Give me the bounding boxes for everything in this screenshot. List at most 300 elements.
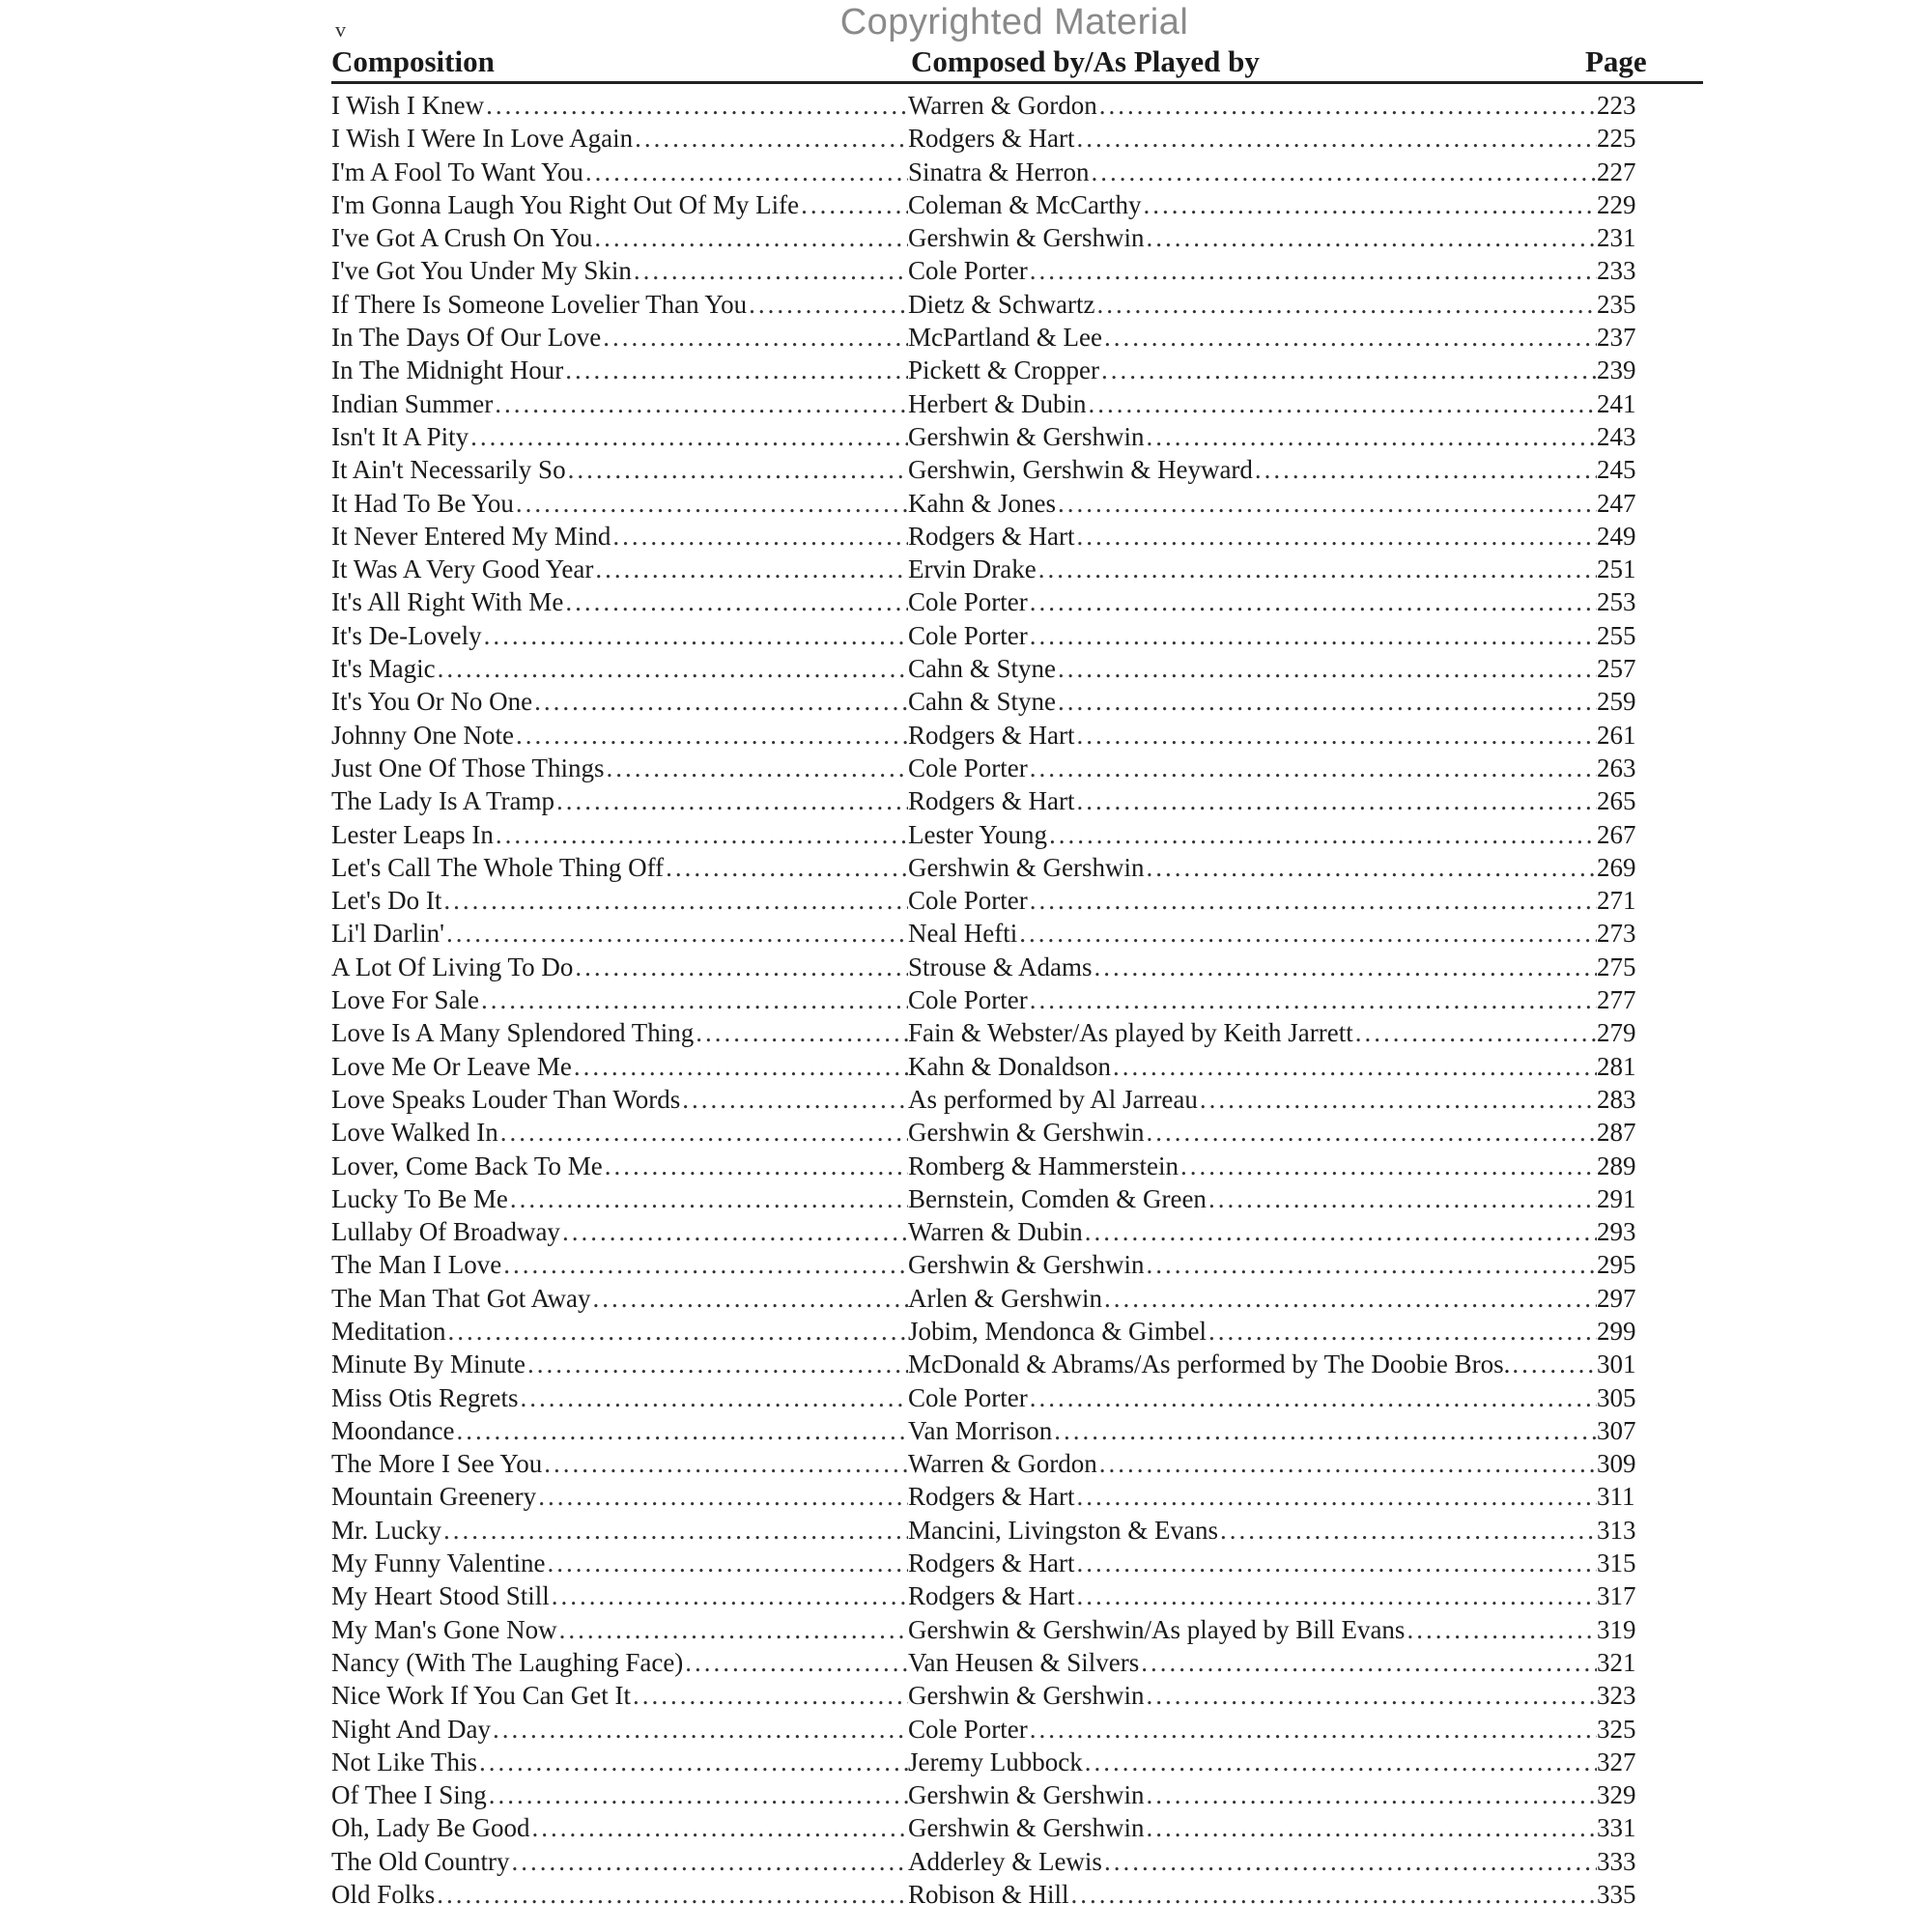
composer-name: Herbert & Dubin bbox=[908, 388, 1087, 418]
dot-leader bbox=[1056, 487, 1597, 520]
composition-cell bbox=[331, 719, 908, 752]
dot-leader bbox=[583, 156, 908, 188]
composition-cell bbox=[331, 1447, 908, 1480]
composition-title: I'm Gonna Laugh You Right Out Of My Life bbox=[331, 189, 800, 219]
composition-cell bbox=[331, 321, 908, 354]
table-row bbox=[331, 188, 1636, 221]
table-row bbox=[331, 752, 1636, 784]
composer-cell bbox=[908, 818, 1597, 851]
composer-cell bbox=[908, 1050, 1597, 1083]
page-cell: 271 bbox=[1597, 886, 1636, 916]
dot-leader bbox=[519, 1381, 908, 1414]
composer-name: Arlen & Gershwin bbox=[908, 1283, 1102, 1313]
dot-leader bbox=[1144, 420, 1597, 453]
composition-cell bbox=[331, 1746, 908, 1778]
composer-cell bbox=[908, 1282, 1597, 1315]
dot-leader bbox=[469, 420, 908, 453]
composer-cell bbox=[908, 884, 1597, 917]
composition-title: My Man's Gone Now bbox=[331, 1614, 557, 1644]
composition-title: Nice Work If You Can Get It bbox=[331, 1681, 632, 1711]
dot-leader bbox=[1028, 752, 1597, 784]
composition-cell bbox=[331, 983, 908, 1016]
composition-title: It's Magic bbox=[331, 654, 436, 684]
composer-cell bbox=[908, 122, 1597, 155]
dot-leader bbox=[1074, 1480, 1597, 1513]
dot-leader bbox=[572, 1050, 908, 1083]
table-row bbox=[331, 784, 1636, 817]
dot-leader bbox=[529, 1811, 908, 1844]
dot-leader bbox=[1028, 619, 1597, 652]
composition-cell bbox=[331, 1282, 908, 1315]
page-cell: 263 bbox=[1597, 753, 1636, 782]
composer-name: Cahn & Styne bbox=[908, 687, 1056, 717]
dot-leader bbox=[1141, 188, 1597, 221]
page-cell: 241 bbox=[1597, 388, 1636, 418]
dot-leader bbox=[1510, 1348, 1597, 1380]
dot-leader bbox=[1102, 321, 1597, 354]
composer-name: Kahn & Donaldson bbox=[908, 1051, 1111, 1081]
table-row bbox=[331, 453, 1636, 486]
header-composition: Composition bbox=[331, 44, 495, 78]
composition-title: It's De-Lovely bbox=[331, 620, 482, 650]
table-row bbox=[331, 1514, 1636, 1547]
composition-title: Love Walked In bbox=[331, 1118, 498, 1148]
page-number: v bbox=[335, 17, 346, 42]
composer-cell bbox=[908, 1315, 1597, 1348]
composition-cell bbox=[331, 1811, 908, 1844]
composition-cell bbox=[331, 1480, 908, 1513]
page-cell: 237 bbox=[1597, 323, 1636, 353]
composer-cell bbox=[908, 254, 1597, 287]
dot-leader bbox=[632, 254, 908, 287]
dot-leader bbox=[508, 1182, 908, 1215]
page-cell: 313 bbox=[1597, 1515, 1636, 1545]
composer-cell bbox=[908, 387, 1597, 420]
composer-name: Van Heusen & Silvers bbox=[908, 1647, 1140, 1677]
page-cell: 301 bbox=[1597, 1350, 1636, 1379]
dot-leader bbox=[573, 951, 908, 983]
page-cell: 333 bbox=[1597, 1846, 1636, 1876]
composition-title: I Wish I Knew bbox=[331, 91, 485, 120]
composition-cell bbox=[331, 1679, 908, 1712]
table-row bbox=[331, 585, 1636, 618]
composer-name: Gershwin & Gershwin bbox=[908, 852, 1145, 882]
header-page: Page bbox=[1585, 44, 1647, 78]
table-row bbox=[331, 288, 1636, 321]
composition-cell bbox=[331, 685, 908, 718]
composition-title: Not Like This bbox=[331, 1747, 477, 1776]
dot-leader bbox=[560, 1215, 908, 1248]
table-row bbox=[331, 1713, 1636, 1746]
dot-leader bbox=[1089, 156, 1597, 188]
table-row bbox=[331, 520, 1636, 553]
composer-name: Cole Porter bbox=[908, 256, 1028, 286]
composer-cell bbox=[908, 1182, 1597, 1215]
composer-name: Cole Porter bbox=[908, 620, 1028, 650]
composition-cell bbox=[331, 221, 908, 254]
composer-name: Adderley & Lewis bbox=[908, 1846, 1102, 1876]
dot-leader bbox=[491, 1713, 908, 1746]
composition-cell bbox=[331, 619, 908, 652]
composer-name: Rodgers & Hart bbox=[908, 720, 1075, 750]
table-row bbox=[331, 719, 1636, 752]
dot-leader bbox=[546, 1547, 909, 1579]
page-cell: 255 bbox=[1597, 620, 1636, 650]
page-cell: 319 bbox=[1597, 1614, 1636, 1644]
composition-cell bbox=[331, 884, 908, 917]
dot-leader bbox=[1047, 818, 1597, 851]
composer-cell bbox=[908, 685, 1597, 718]
composer-name: McPartland & Lee bbox=[908, 323, 1102, 353]
page-cell: 245 bbox=[1597, 455, 1636, 485]
dot-leader bbox=[514, 487, 908, 520]
composition-cell bbox=[331, 1050, 908, 1083]
table-row bbox=[331, 917, 1636, 950]
dot-leader bbox=[509, 1845, 908, 1878]
table-row bbox=[331, 1016, 1636, 1049]
dot-leader bbox=[454, 1414, 908, 1447]
dot-leader bbox=[1144, 1116, 1597, 1149]
composer-cell bbox=[908, 1215, 1597, 1248]
composer-name: Warren & Dubin bbox=[908, 1217, 1083, 1247]
composition-title: I'm A Fool To Want You bbox=[331, 156, 583, 186]
page-cell: 281 bbox=[1597, 1051, 1636, 1081]
dot-leader bbox=[1074, 122, 1597, 155]
table-row bbox=[331, 1215, 1636, 1248]
composer-cell bbox=[908, 487, 1597, 520]
composition-cell bbox=[331, 156, 908, 188]
composer-cell bbox=[908, 1845, 1597, 1878]
composition-cell bbox=[331, 1878, 908, 1911]
dot-leader bbox=[435, 1878, 908, 1911]
table-row bbox=[331, 1182, 1636, 1215]
dot-leader bbox=[484, 89, 908, 122]
composer-name: Coleman & McCarthy bbox=[908, 189, 1142, 219]
table-row bbox=[331, 1381, 1636, 1414]
composition-cell bbox=[331, 1713, 908, 1746]
composition-title: I've Got You Under My Skin bbox=[331, 256, 632, 286]
page-cell: 279 bbox=[1597, 1018, 1636, 1048]
dot-leader bbox=[611, 520, 908, 553]
composer-name: As performed by Al Jarreau bbox=[908, 1084, 1198, 1114]
composition-title: Lucky To Be Me bbox=[331, 1183, 508, 1213]
composition-title: My Funny Valentine bbox=[331, 1548, 546, 1578]
dot-leader bbox=[493, 387, 908, 420]
composition-cell bbox=[331, 1381, 908, 1414]
dot-leader bbox=[1028, 254, 1597, 287]
composition-cell bbox=[331, 487, 908, 520]
table-row bbox=[331, 420, 1636, 453]
dot-leader bbox=[1083, 1215, 1597, 1248]
page-cell: 243 bbox=[1597, 421, 1636, 451]
composer-name: Rodgers & Hart bbox=[908, 1482, 1075, 1512]
dot-leader bbox=[557, 1613, 908, 1646]
dot-leader bbox=[532, 685, 908, 718]
dot-leader bbox=[593, 553, 908, 585]
dot-leader bbox=[487, 1778, 908, 1811]
composer-name: Gershwin, Gershwin & Heyward bbox=[908, 455, 1253, 485]
composition-cell bbox=[331, 453, 908, 486]
composition-cell bbox=[331, 851, 908, 884]
composition-cell bbox=[331, 1613, 908, 1646]
dot-leader bbox=[1139, 1646, 1597, 1679]
composer-name: Jobim, Mendonca & Gimbel bbox=[908, 1316, 1207, 1346]
page-cell: 305 bbox=[1597, 1382, 1636, 1412]
dot-leader bbox=[1028, 585, 1597, 618]
dot-leader bbox=[550, 1579, 908, 1612]
dot-leader bbox=[1052, 1414, 1597, 1447]
composition-cell bbox=[331, 585, 908, 618]
composer-cell bbox=[908, 520, 1597, 553]
composer-name: Neal Hefti bbox=[908, 919, 1018, 949]
page-cell: 329 bbox=[1597, 1780, 1636, 1810]
composer-cell bbox=[908, 553, 1597, 585]
composer-cell bbox=[908, 156, 1597, 188]
composer-cell bbox=[908, 1778, 1597, 1811]
page-cell: 287 bbox=[1597, 1118, 1636, 1148]
composition-cell bbox=[331, 951, 908, 983]
dot-leader bbox=[1028, 1381, 1597, 1414]
table-row bbox=[331, 1248, 1636, 1281]
composition-title: The Old Country bbox=[331, 1846, 510, 1876]
table-row bbox=[331, 983, 1636, 1016]
dot-leader bbox=[1179, 1150, 1597, 1182]
page-cell: 259 bbox=[1597, 687, 1636, 717]
table-row bbox=[331, 354, 1636, 386]
table-row bbox=[331, 1282, 1636, 1315]
dot-leader bbox=[441, 1514, 908, 1547]
composer-cell bbox=[908, 1016, 1597, 1049]
table-row bbox=[331, 254, 1636, 287]
composition-cell bbox=[331, 1248, 908, 1281]
table-row bbox=[331, 652, 1636, 685]
composer-cell bbox=[908, 1878, 1597, 1911]
dot-leader bbox=[1253, 453, 1597, 486]
composer-name: Rodgers & Hart bbox=[908, 521, 1075, 551]
composer-name: Kahn & Jones bbox=[908, 488, 1056, 518]
dot-leader bbox=[1074, 520, 1597, 553]
composition-cell bbox=[331, 1646, 908, 1679]
dot-leader bbox=[605, 752, 909, 784]
composition-title: It Ain't Necessarily So bbox=[331, 455, 566, 485]
dot-leader bbox=[1405, 1613, 1597, 1646]
dot-leader bbox=[444, 917, 908, 950]
page-cell: 291 bbox=[1597, 1183, 1636, 1213]
composer-cell bbox=[908, 1480, 1597, 1513]
dot-leader bbox=[1074, 1579, 1597, 1612]
page-cell: 311 bbox=[1597, 1482, 1635, 1512]
dot-leader bbox=[601, 321, 908, 354]
table-row bbox=[331, 1447, 1636, 1480]
composer-name: Gershwin & Gershwin bbox=[908, 421, 1145, 451]
composition-cell bbox=[331, 1348, 908, 1380]
dot-leader bbox=[542, 1447, 908, 1480]
composer-name: Gershwin & Gershwin bbox=[908, 1250, 1145, 1280]
composition-cell bbox=[331, 553, 908, 585]
composer-cell bbox=[908, 951, 1597, 983]
dot-leader bbox=[1056, 652, 1597, 685]
table-row bbox=[331, 1547, 1636, 1579]
page-cell: 277 bbox=[1597, 985, 1636, 1015]
composition-cell bbox=[331, 254, 908, 287]
page-cell: 331 bbox=[1597, 1813, 1636, 1843]
dot-leader bbox=[1074, 719, 1597, 752]
table-row bbox=[331, 619, 1636, 652]
composition-title: Isn't It A Pity bbox=[331, 421, 469, 451]
dot-leader bbox=[694, 1016, 908, 1049]
table-row bbox=[331, 1348, 1636, 1380]
page-cell: 307 bbox=[1597, 1415, 1636, 1445]
composer-name: Romberg & Hammerstein bbox=[908, 1151, 1179, 1180]
dot-leader bbox=[1207, 1182, 1597, 1215]
table-row bbox=[331, 1778, 1636, 1811]
composition-title: Love For Sale bbox=[331, 985, 479, 1015]
composition-title: Johnny One Note bbox=[331, 720, 514, 750]
composer-name: Ervin Drake bbox=[908, 554, 1037, 584]
composer-cell bbox=[908, 420, 1597, 453]
dot-leader bbox=[633, 122, 908, 155]
composer-cell bbox=[908, 89, 1597, 122]
composer-name: Bernstein, Comden & Green bbox=[908, 1183, 1207, 1213]
composer-cell bbox=[908, 1646, 1597, 1679]
page-cell: 257 bbox=[1597, 654, 1636, 684]
composer-name: Rodgers & Hart bbox=[908, 786, 1075, 816]
composer-cell bbox=[908, 354, 1597, 386]
composer-cell bbox=[908, 1514, 1597, 1547]
composer-cell bbox=[908, 1447, 1597, 1480]
page-cell: 321 bbox=[1597, 1647, 1636, 1677]
composer-name: Gershwin & Gershwin/As played by Bill Evans bbox=[908, 1614, 1406, 1644]
composer-name: Cole Porter bbox=[908, 587, 1028, 617]
dot-leader bbox=[482, 619, 908, 652]
table-row bbox=[331, 89, 1636, 122]
composition-title: It's All Right With Me bbox=[331, 587, 564, 617]
composer-name: Lester Young bbox=[908, 819, 1048, 849]
composition-title: Night And Day bbox=[331, 1714, 491, 1744]
composition-title: Miss Otis Regrets bbox=[331, 1382, 519, 1412]
dot-leader bbox=[1102, 1845, 1597, 1878]
dot-leader bbox=[603, 1150, 908, 1182]
composition-title: My Heart Stood Still bbox=[331, 1581, 550, 1611]
dot-leader bbox=[1144, 1811, 1597, 1844]
composition-title: Lester Leaps In bbox=[331, 819, 494, 849]
composer-cell bbox=[908, 1679, 1597, 1712]
page-cell: 293 bbox=[1597, 1217, 1636, 1247]
dot-leader bbox=[1144, 221, 1597, 254]
composer-cell bbox=[908, 1579, 1597, 1612]
header-composed-by: Composed by/As Played by bbox=[911, 44, 1260, 78]
composition-cell bbox=[331, 652, 908, 685]
composition-title: Let's Do It bbox=[331, 886, 442, 916]
dot-leader bbox=[1102, 1282, 1597, 1315]
table-row bbox=[331, 1746, 1636, 1778]
composer-name: Rodgers & Hart bbox=[908, 1581, 1075, 1611]
composer-name: Robison & Hill bbox=[908, 1880, 1069, 1910]
dot-leader bbox=[592, 221, 908, 254]
composition-list bbox=[331, 89, 1636, 1911]
composition-title: It Never Entered My Mind bbox=[331, 521, 611, 551]
composition-title: The Man I Love bbox=[331, 1250, 502, 1280]
composition-cell bbox=[331, 420, 908, 453]
dot-leader bbox=[1198, 1083, 1597, 1116]
table-row bbox=[331, 1613, 1636, 1646]
dot-leader bbox=[664, 851, 908, 884]
composition-cell bbox=[331, 1414, 908, 1447]
composition-title: I've Got A Crush On You bbox=[331, 223, 593, 253]
page-cell: 267 bbox=[1597, 819, 1636, 849]
page-cell: 273 bbox=[1597, 919, 1636, 949]
dot-leader bbox=[514, 719, 908, 752]
dot-leader bbox=[1144, 1778, 1597, 1811]
dot-leader bbox=[441, 884, 908, 917]
page-cell: 335 bbox=[1597, 1880, 1636, 1910]
dot-leader bbox=[554, 784, 908, 817]
composer-cell bbox=[908, 851, 1597, 884]
dot-leader bbox=[494, 818, 908, 851]
composition-title: If There Is Someone Lovelier Than You bbox=[331, 289, 748, 319]
dot-leader bbox=[1069, 1878, 1597, 1911]
table-row bbox=[331, 1480, 1635, 1513]
dot-leader bbox=[590, 1282, 908, 1315]
composer-name: Jeremy Lubbock bbox=[908, 1747, 1083, 1776]
composition-title: Moondance bbox=[331, 1415, 455, 1445]
composer-cell bbox=[908, 719, 1597, 752]
composition-title: Minute By Minute bbox=[331, 1350, 526, 1379]
page-cell: 247 bbox=[1597, 488, 1636, 518]
composer-cell bbox=[908, 221, 1597, 254]
page-cell: 325 bbox=[1597, 1714, 1636, 1744]
page-cell: 235 bbox=[1597, 289, 1636, 319]
composition-cell bbox=[331, 387, 908, 420]
dot-leader bbox=[536, 1480, 908, 1513]
composer-name: Mancini, Livingston & Evans bbox=[908, 1515, 1218, 1545]
composition-cell bbox=[331, 1845, 908, 1878]
table-row bbox=[331, 1579, 1636, 1612]
page-cell: 223 bbox=[1597, 91, 1636, 120]
composer-name: Gershwin & Gershwin bbox=[908, 1813, 1145, 1843]
dot-leader bbox=[1207, 1315, 1597, 1348]
composer-cell bbox=[908, 983, 1597, 1016]
dot-leader bbox=[1097, 1447, 1597, 1480]
composer-name: Gershwin & Gershwin bbox=[908, 1681, 1145, 1711]
table-row bbox=[331, 321, 1636, 354]
composer-cell bbox=[908, 917, 1597, 950]
composer-name: Rodgers & Hart bbox=[908, 124, 1075, 154]
table-row bbox=[331, 221, 1636, 254]
composition-title: Indian Summer bbox=[331, 388, 494, 418]
composer-cell bbox=[908, 1248, 1597, 1281]
composition-cell bbox=[331, 1083, 908, 1116]
composition-title: In The Days Of Our Love bbox=[331, 323, 602, 353]
dot-leader bbox=[1353, 1016, 1597, 1049]
composer-cell bbox=[908, 288, 1597, 321]
composition-cell bbox=[331, 917, 908, 950]
table-row bbox=[331, 951, 1636, 983]
composer-cell bbox=[908, 1116, 1597, 1149]
dot-leader bbox=[479, 983, 908, 1016]
dot-leader bbox=[1074, 1547, 1597, 1579]
composition-title: In The Midnight Hour bbox=[331, 355, 564, 385]
dot-leader bbox=[501, 1248, 908, 1281]
page-cell: 261 bbox=[1597, 720, 1636, 750]
page-cell: 269 bbox=[1597, 852, 1636, 882]
composition-cell bbox=[331, 1215, 908, 1248]
composition-cell bbox=[331, 1778, 908, 1811]
composer-name: Sinatra & Herron bbox=[908, 156, 1090, 186]
page-cell: 231 bbox=[1597, 223, 1636, 253]
dot-leader bbox=[680, 1083, 908, 1116]
dot-leader bbox=[1144, 851, 1597, 884]
